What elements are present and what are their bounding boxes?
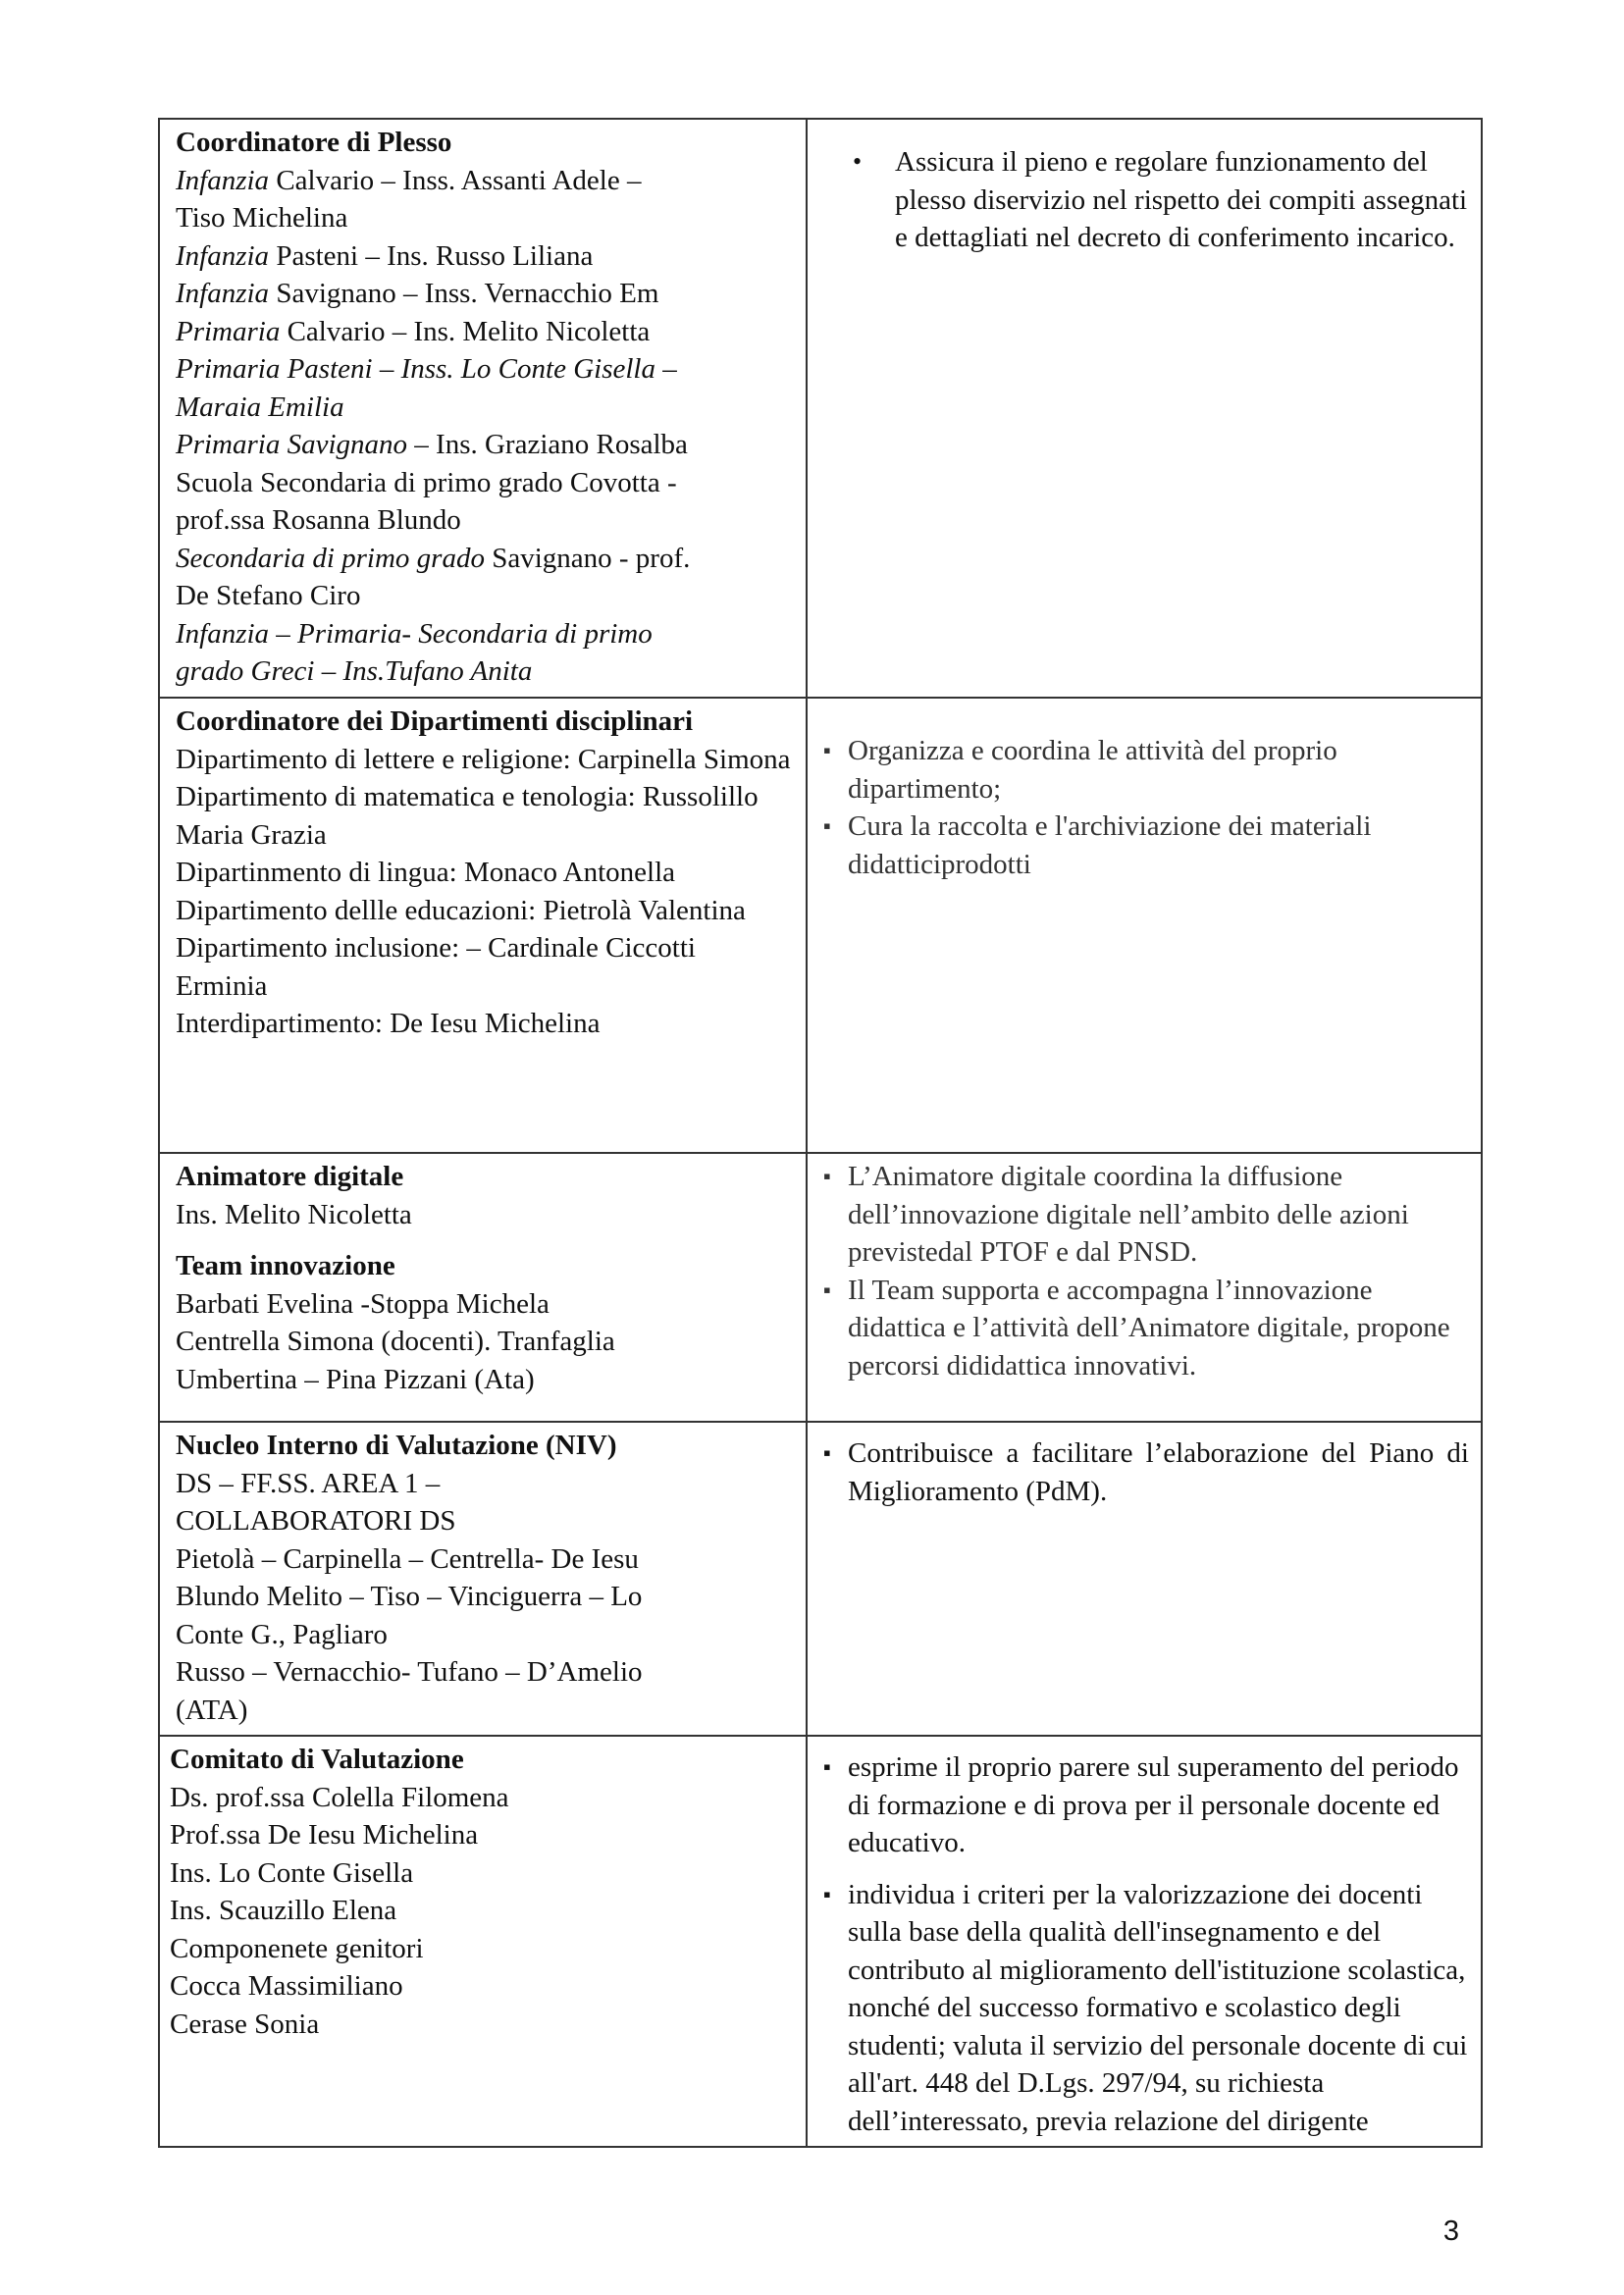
member-line [176,313,794,351]
member-line: Prof.ssa De Iesu Michelina [170,1819,479,1851]
duties-list [823,1158,1469,1384]
member-line: Dipartimento di lettere e religione: Carpinella Simona [176,743,791,775]
member-line [176,615,794,653]
bullet-square-icon: ▪ [823,738,831,762]
list-item: ▪ Contribuisce a facilitare l’elaborazione del Piano di Miglioramento (PdM). [823,1434,1469,1510]
list-item: ▪ esprime il proprio parere sul superamento del periodo di formazione e di prova per il personale docente ed educativo. [823,1748,1469,1862]
member-text: De Stefano Ciro [176,580,361,611]
member-line: DS – FF.SS. AREA 1 – [176,1467,441,1499]
member-line [176,389,794,427]
member-line [176,237,794,276]
list-item: • Assicura il pieno e regolare funzionamento del plesso diservizio nel rispetto dei compiti assegnati e dettagliati nel decreto di conferimento incarico. [853,143,1469,257]
member-line: Blundo Melito – Tiso – Vinciguerra – Lo [176,1581,643,1612]
bullet-square-icon: ▪ [823,1164,831,1188]
member-text: Savignano - prof. [484,542,691,574]
member-line: Barbati Evelina -Stoppa Michela [176,1287,550,1320]
bullet-square-icon: ▪ [823,1754,831,1779]
member-line: Umbertina – Pina Pizzani (Ata) [176,1363,535,1395]
school-level: Infanzia [176,239,270,272]
list-item: ▪ Il Team supporta e accompagna l’innovazione didattica e l’attività dell’Animatore digitale, propone percorsi dididattica innovativi. [823,1272,1469,1385]
bullet-dot-icon: • [853,147,863,176]
member-line: Cerase Sonia [170,2008,320,2040]
school-level: Primaria Savignano [176,429,408,460]
school-level: Infanzia – Primaria- Secondaria di primo [176,617,653,650]
duties-list [823,1434,1469,1510]
member-text: Tiso Michelina [176,202,348,234]
member-line: Componenete genitori [170,1932,424,1964]
duties-list [823,1748,1469,2140]
role-heading: Animatore digitale [176,1161,404,1192]
school-level: Primaria [176,315,281,347]
role-cell [159,119,807,698]
school-level: Infanzia [176,278,270,309]
school-level: Infanzia [176,164,270,196]
school-level: Maraia Emilia [176,391,344,423]
member-line: Ds. prof.ssa Colella Filomena [170,1781,509,1813]
member-text: Calvario – Inss. Assanti Adele – [269,164,642,196]
table-row [159,1153,1482,1422]
role-heading: Coordinatore dei Dipartimenti disciplinari [176,705,694,737]
member-line [176,540,794,578]
member-text: Savignano – Inss. Vernacchio Em [269,278,659,309]
role-cell [159,1736,807,2147]
member-text: Pasteni – Ins. Russo Liliana [269,239,594,272]
roles-table [158,118,1483,2148]
member-line: Dipartinmento di lingua: Monaco Antonella [176,857,676,888]
duties-list [823,143,1469,257]
table-row [159,1736,1482,2147]
member-line: Ins. Lo Conte Gisella [170,1856,414,1889]
member-line [176,652,794,691]
member-text: – Ins. Graziano Rosalba [407,429,688,460]
page-number: 3 [1442,2216,1459,2247]
member-line: COLLABORATORI DS [176,1505,456,1537]
member-line: Dipartimento dellle educazioni: Pietrolà Valentina [176,894,746,926]
table-row [159,698,1482,1153]
role-cell [159,1153,807,1422]
duties-list [823,732,1469,883]
list-item: ▪ Organizza e coordina le attività del proprio dipartimento; [823,732,1469,808]
table-row [159,1422,1482,1736]
member-line: Dipartimento inclusione: – Cardinale Ciccotti Erminia [176,932,696,1002]
role-cell [159,1422,807,1736]
member-line [176,501,794,540]
member-line: Ins. Melito Nicoletta [176,1198,412,1230]
duties-cell [807,1153,1482,1422]
member-line [176,426,794,464]
member-line: Pietolà – Carpinella – Centrella- De Iesu [176,1542,639,1575]
member-list [176,162,794,691]
role-heading: Coordinatore di Plesso [176,127,452,158]
role-heading: Comitato di Valutazione [170,1744,464,1775]
school-level: Secondaria di primo grado [176,542,485,574]
member-line [176,350,794,389]
member-line [176,577,794,615]
member-line: Conte G., Pagliaro [176,1618,388,1650]
bullet-square-icon: ▪ [823,813,831,838]
member-text: prof.ssa Rosanna Blundo [176,504,461,536]
bullet-square-icon: ▪ [823,1881,831,1906]
duties-cell [807,119,1482,698]
member-line: Interdipartimento: De Iesu Michelina [176,1008,601,1039]
member-line: Ins. Scauzillo Elena [170,1895,397,1926]
list-item: ▪ individua i criteri per la valorizzazione dei docenti sulla base della qualità dell'insegnamento e del contributo al miglioramento dell'istituzione scolastica, nonché del successo formativo e scolastico degli studenti; valuta il servizio del personale docente di cui all'art. 448 del D.Lgs. 297/94, su richiesta dell’interessato, previa relazione del dirigente [823,1876,1469,2141]
list-item: ▪ L’Animatore digitale coordina la diffusione dell’innovazione digitale nell’ambito delle azioni previstedal PTOF e dal PNSD. [823,1158,1469,1272]
school-level: Primaria Pasteni – Inss. Lo Conte Gisella – [176,353,677,385]
role-cell [159,698,807,1153]
role-heading: Nucleo Interno di Valutazione (NIV) [176,1430,617,1461]
duties-cell [807,698,1482,1153]
member-line [176,199,794,237]
role-subheading: Team innovazione [176,1250,395,1281]
table-row [159,119,1482,698]
member-line: Centrella Simona (docenti). Tranfaglia [176,1326,615,1357]
member-line [176,275,794,313]
duties-cell [807,1736,1482,2147]
bullet-square-icon: ▪ [823,1277,831,1302]
member-line: Russo – Vernacchio- Tufano – D’Amelio [176,1656,643,1688]
member-line: Dipartimento di matematica e tenologia: Russolillo Maria Grazia [176,781,759,851]
member-line [176,162,794,200]
member-text: Calvario – Ins. Melito Nicoletta [280,315,651,347]
school-level: grado Greci – Ins.Tufano Anita [176,655,533,687]
member-line [176,464,794,502]
bullet-square-icon: ▪ [823,1440,831,1465]
member-line: Cocca Massimiliano [170,1970,403,2002]
list-item: ▪ Cura la raccolta e l'archiviazione dei materiali didatticiprodotti [823,808,1469,883]
member-text: Scuola Secondaria di primo grado Covotta - [176,466,677,498]
duties-cell [807,1422,1482,1736]
member-line: (ATA) [176,1694,248,1726]
